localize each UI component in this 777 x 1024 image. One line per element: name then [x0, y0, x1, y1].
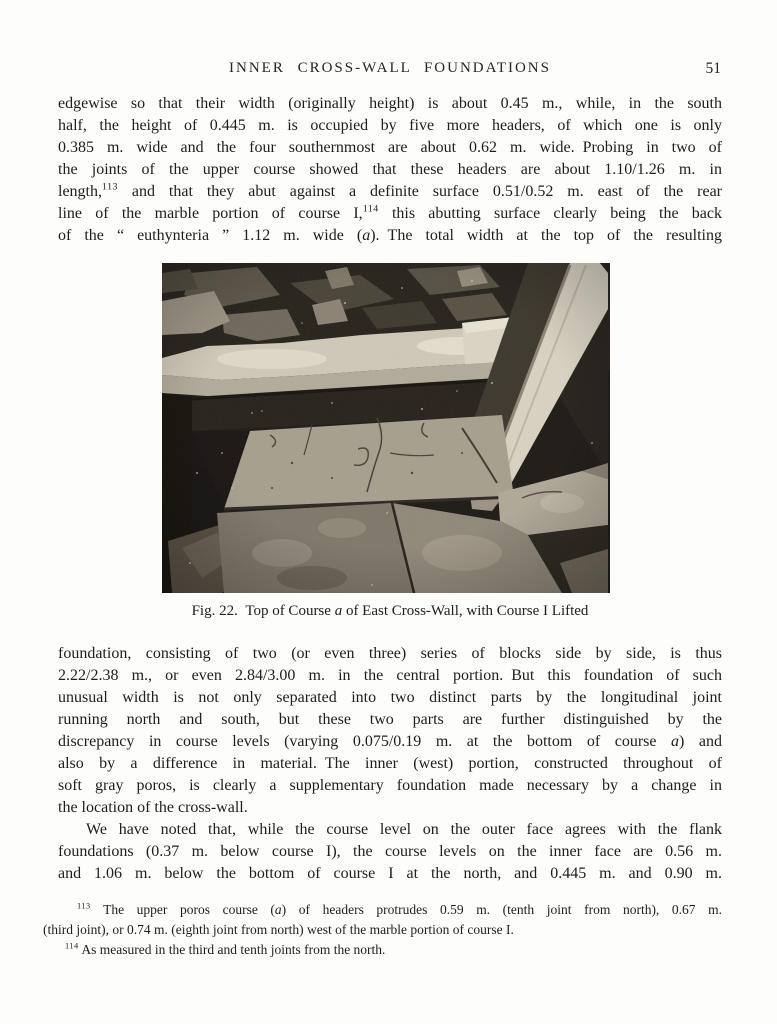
text-line: edgewise so that their width (originally height) is about 0.45 m., while, in the south — [58, 95, 722, 112]
text-line: running north and south, but these two parts are further distinguished by the — [58, 711, 722, 728]
footnote-113-line: $^{113}$ The upper poros course (a) of headers protrudes 0.59 m. (tenth joint from north), 0.67 m. — [77, 901, 722, 917]
text-line: the joints of the upper course showed that these headers are about 1.10/1.26 m. in — [58, 161, 722, 178]
text-line: and 1.06 m. below the bottom of course I at the north, and 0.445 m. and 0.90 m. — [58, 865, 722, 882]
text-line: We have noted that, while the course level on the outer face agrees with the flank — [86, 821, 722, 838]
footnotes — [43, 900, 722, 960]
footnote-114-line: $^{114}$ As measured in the third and tenth joints from the north. — [65, 941, 386, 957]
page-number: 51 — [705, 60, 721, 77]
text-line: foundations (0.37 m. below course I), the course levels on the inner face are 0.56 m. — [58, 843, 722, 860]
paragraph-after-figure — [58, 643, 722, 819]
text-line: 2.22/2.38 m., or even 2.84/3.00 m. in the central portion. But this foundation of such — [58, 667, 722, 684]
figure-photo — [162, 263, 610, 593]
text-line: discrepancy in course levels (varying 0.075/0.19 m. at the bottom of course a) and — [58, 733, 722, 750]
text-line: length,$^{113}$ and that they abut against a definite surface 0.51/0.52 m. east of the rear — [58, 181, 722, 200]
running-head: INNER CROSS-WALL FOUNDATIONS — [229, 60, 551, 76]
text-line: line of the marble portion of course I,$^{114}$ this abutting surface clearly being the back — [58, 203, 722, 222]
figure-caption: Fig. 22. Top of Course a of East Cross-Wall, with Course I Lifted — [191, 603, 589, 619]
text-line: also by a difference in material. The inner (west) portion, constructed throughout of — [58, 755, 722, 772]
paragraph-we-have-noted — [58, 819, 722, 885]
footnote-113-line: (third joint), or 0.74 m. (eighth joint from north) west of the marble portion of course I. — [43, 922, 514, 937]
text-line: 0.385 m. wide and the four southernmost are about 0.62 m. wide. Probing in two of — [58, 139, 722, 156]
text-line: the location of the cross-wall. — [58, 799, 248, 816]
paragraph-continuation-top — [58, 93, 722, 247]
text-line: unusual width is not only separated into two distinct parts by the longitudinal joint — [58, 689, 722, 706]
excavation-photo — [162, 263, 610, 593]
text-line: foundation, consisting of two (or even three) series of blocks side by side, is thus — [58, 645, 722, 662]
text-line: of the “ euthynteria ” 1.12 m. wide (a). The total width at the top of the resulting — [58, 227, 722, 244]
text-line: soft gray poros, is clearly a supplementary foundation made necessary by a change in — [58, 777, 722, 794]
text-line: half, the height of 0.445 m. is occupied by five more headers, of which one is only — [58, 117, 722, 134]
